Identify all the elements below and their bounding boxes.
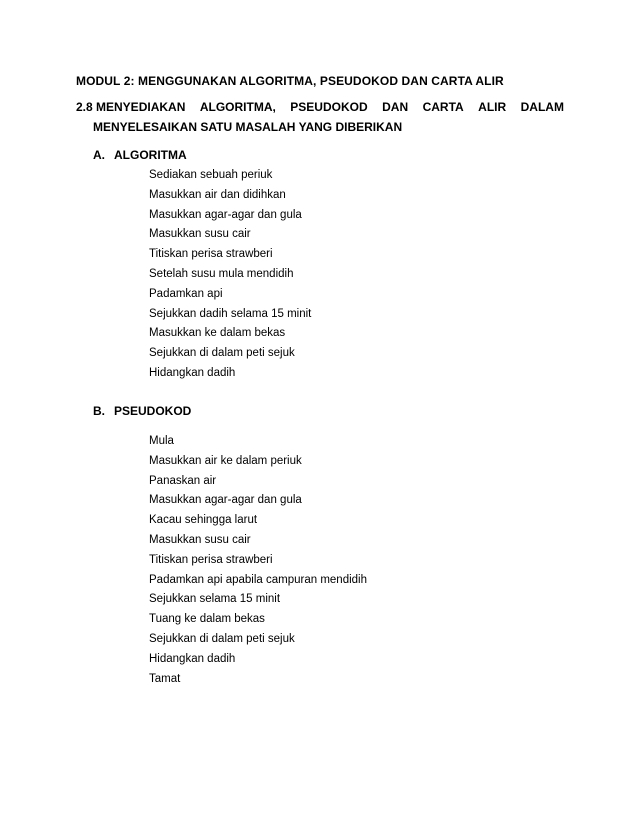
subtitle-line-2: MENYELESAIKAN SATU MASALAH YANG DIBERIKAN bbox=[93, 120, 403, 134]
list-item: Masukkan agar-agar dan gula bbox=[149, 208, 302, 221]
subtitle-word: PSEUDOKOD bbox=[290, 100, 368, 114]
list-item: Setelah susu mula mendidih bbox=[149, 267, 294, 280]
list-item: Sejukkan di dalam peti sejuk bbox=[149, 632, 295, 645]
list-item: Masukkan air ke dalam periuk bbox=[149, 454, 302, 467]
list-item: Tuang ke dalam bekas bbox=[149, 613, 265, 626]
list-item: Sejukkan dadih selama 15 minit bbox=[149, 307, 312, 320]
section-heading-pseudokod bbox=[93, 404, 191, 418]
list-item: Tamat bbox=[149, 672, 181, 685]
subtitle-line-1 bbox=[76, 100, 564, 114]
section-letter: B. bbox=[93, 404, 105, 418]
list-item: Kacau sehingga larut bbox=[149, 514, 258, 527]
section-heading-algoritma bbox=[93, 148, 187, 162]
list-item: Panaskan air bbox=[149, 474, 217, 487]
subtitle-word: ALIR bbox=[478, 100, 507, 114]
list-item: Titiskan perisa strawberi bbox=[149, 553, 273, 566]
algoritma-steps-list bbox=[149, 167, 311, 385]
list-item: Titiskan perisa strawberi bbox=[149, 248, 273, 261]
list-item: Masukkan susu cair bbox=[149, 228, 251, 241]
subtitle-word: CARTA bbox=[422, 100, 464, 114]
list-item: Sediakan sebuah periuk bbox=[149, 169, 273, 181]
list-item: Masukkan ke dalam bekas bbox=[149, 327, 286, 340]
list-item: Sejukkan selama 15 minit bbox=[149, 593, 281, 606]
section-title: PSEUDOKOD bbox=[114, 404, 192, 418]
list-item: Masukkan air dan didihkan bbox=[149, 188, 286, 201]
list-item: Hidangkan dadih bbox=[149, 366, 236, 379]
list-item: Hidangkan dadih bbox=[149, 652, 236, 665]
section-letter: A. bbox=[93, 148, 105, 162]
list-item: Padamkan api apabila campuran mendidih bbox=[149, 573, 368, 586]
list-item: Masukkan agar-agar dan gula bbox=[149, 494, 302, 507]
list-item: Masukkan susu cair bbox=[149, 533, 251, 546]
list-item: Padamkan api bbox=[149, 287, 223, 300]
list-item: Sejukkan di dalam peti sejuk bbox=[149, 347, 295, 360]
subtitle-word: DALAM bbox=[520, 100, 564, 114]
subtitle-word: 2.8 MENYEDIAKAN bbox=[76, 100, 186, 114]
subtitle-word: DAN bbox=[382, 100, 409, 114]
pseudokod-steps-list bbox=[149, 433, 367, 690]
module-title: MODUL 2: MENGGUNAKAN ALGORITMA, PSEUDOKOD DAN CARTA ALIR bbox=[76, 74, 504, 88]
section-title: ALGORITMA bbox=[114, 148, 187, 162]
subtitle-word: ALGORITMA, bbox=[199, 100, 276, 114]
list-item: Mula bbox=[149, 435, 174, 447]
